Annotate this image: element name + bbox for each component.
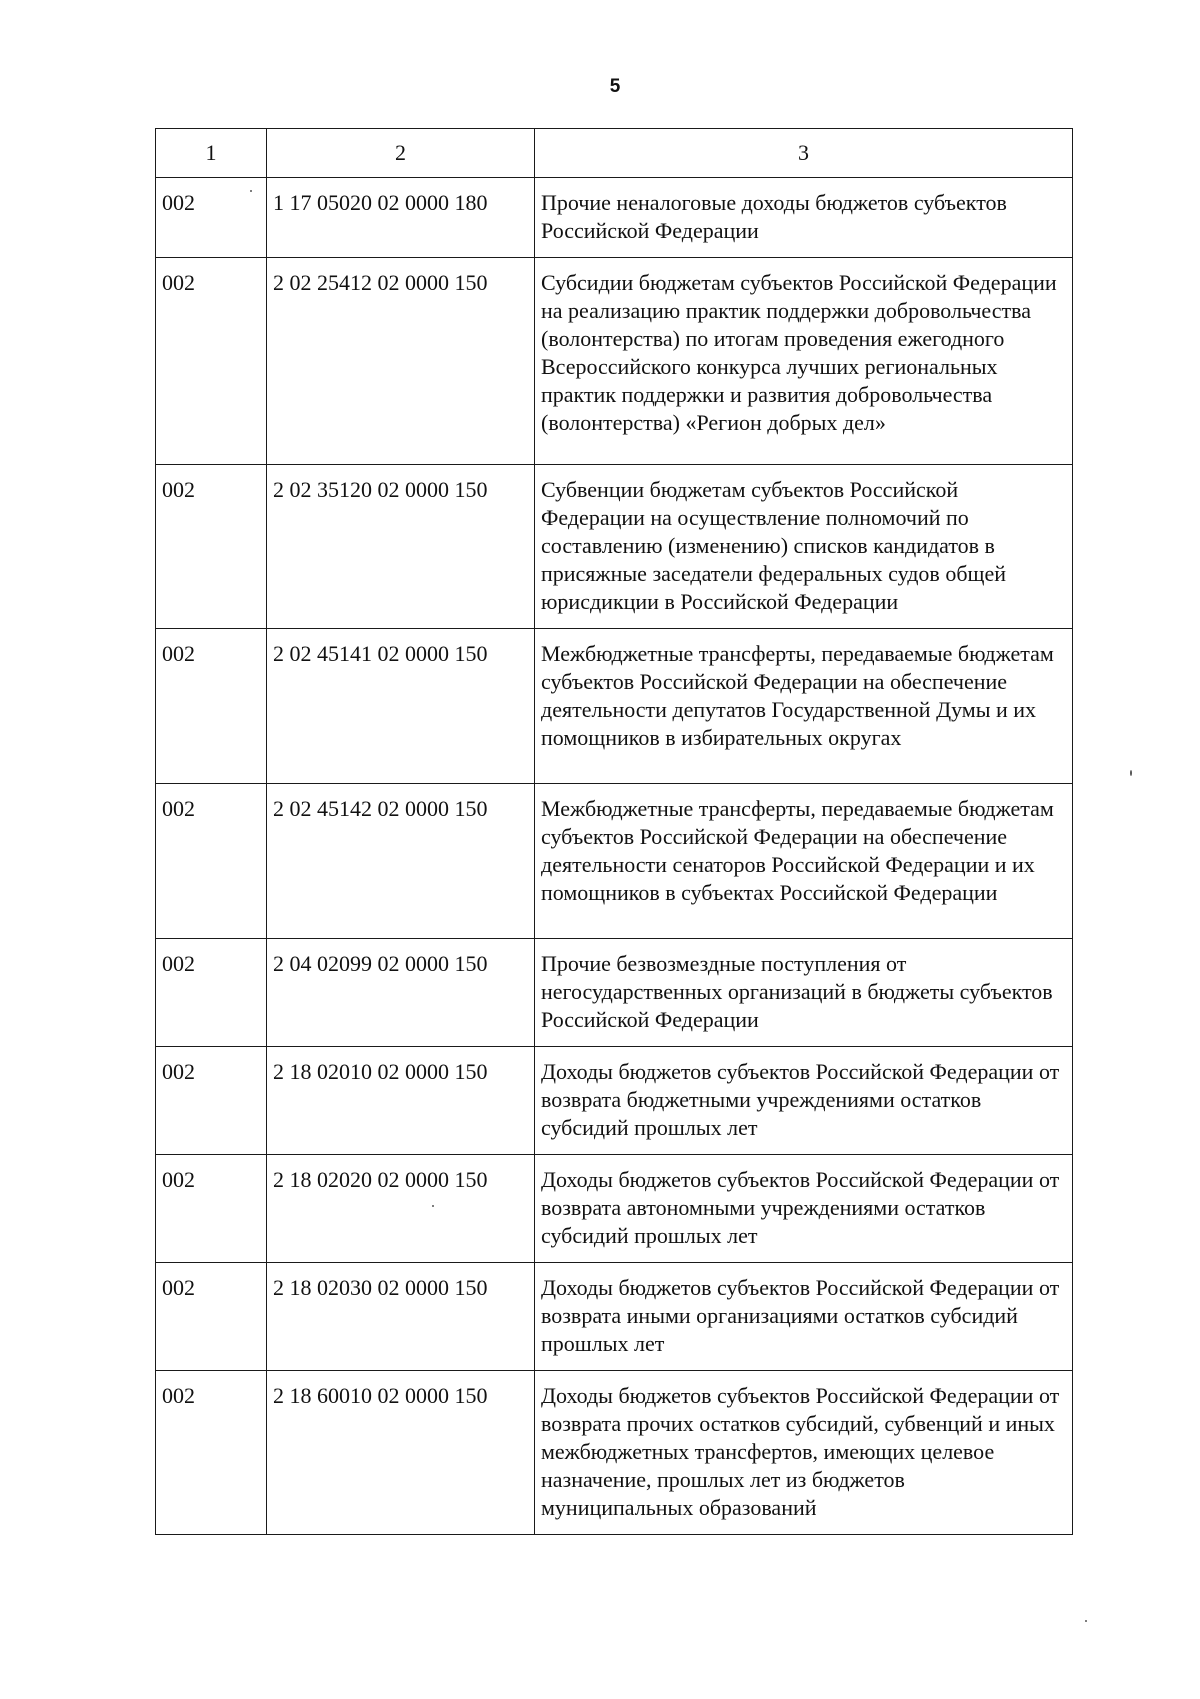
agency-code-cell: 002 bbox=[156, 939, 267, 1047]
agency-code-cell: 002 bbox=[156, 258, 267, 465]
description-cell: Субсидии бюджетам субъектов Российской Федерации на реализацию практик поддержки добровольчества (волонтерства) по итогам проведения ежегодного Всероссийского конкурса лучших региональных практик поддержки и развития добровольчества (волонтерства) «Регион добрых дел» bbox=[535, 258, 1073, 465]
header-row bbox=[156, 129, 1073, 178]
page-number: 5 bbox=[609, 76, 621, 97]
description-cell: Прочие безвозмездные поступления от негосударственных организаций в бюджеты субъектов Российской Федерации bbox=[535, 939, 1073, 1047]
budget-code-cell: 2 18 02020 02 0000 150 bbox=[267, 1155, 535, 1263]
agency-code-cell: 002 bbox=[156, 465, 267, 629]
table-row bbox=[156, 1371, 1073, 1535]
budget-code-cell: 2 04 02099 02 0000 150 bbox=[267, 939, 535, 1047]
agency-code-cell: 002 bbox=[156, 1263, 267, 1371]
description-cell: Доходы бюджетов субъектов Российской Федерации от возврата иными организациями остатков субсидий прошлых лет bbox=[535, 1263, 1073, 1371]
table-row bbox=[156, 784, 1073, 939]
budget-code-cell: 2 02 35120 02 0000 150 bbox=[267, 465, 535, 629]
scan-speck bbox=[1085, 1620, 1087, 1622]
table-row bbox=[156, 465, 1073, 629]
agency-code-cell: 002 bbox=[156, 629, 267, 784]
budget-code-cell: 2 02 25412 02 0000 150 bbox=[267, 258, 535, 465]
revenue-codes-table bbox=[155, 128, 1073, 1535]
table-row bbox=[156, 1047, 1073, 1155]
column-header-3: 3 bbox=[535, 129, 1073, 178]
agency-code-cell: 002 bbox=[156, 1047, 267, 1155]
budget-code-cell: 2 02 45142 02 0000 150 bbox=[267, 784, 535, 939]
column-header-2: 2 bbox=[267, 129, 535, 178]
agency-code-cell: 002 bbox=[156, 784, 267, 939]
scan-speck bbox=[432, 1205, 434, 1207]
table-header bbox=[156, 129, 1073, 178]
description-cell: Доходы бюджетов субъектов Российской Федерации от возврата автономными учреждениями остатков субсидий прошлых лет bbox=[535, 1155, 1073, 1263]
table-row bbox=[156, 629, 1073, 784]
budget-code-cell: 2 02 45141 02 0000 150 bbox=[267, 629, 535, 784]
table-row bbox=[156, 939, 1073, 1047]
agency-code-cell: 002 bbox=[156, 178, 267, 258]
scan-speck bbox=[1130, 770, 1132, 776]
budget-code-cell: 1 17 05020 02 0000 180 bbox=[267, 178, 535, 258]
description-cell: Межбюджетные трансферты, передаваемые бюджетам субъектов Российской Федерации на обеспечение деятельности депутатов Государственной Думы и их помощников в избирательных округах bbox=[535, 629, 1073, 784]
description-cell: Субвенции бюджетам субъектов Российской Федерации на осуществление полномочий по составлению (изменению) списков кандидатов в присяжные заседатели федеральных судов общей юрисдикции в Российской Федерации bbox=[535, 465, 1073, 629]
column-header-1: 1 bbox=[156, 129, 267, 178]
budget-code-cell: 2 18 02030 02 0000 150 bbox=[267, 1263, 535, 1371]
description-cell: Доходы бюджетов субъектов Российской Федерации от возврата прочих остатков субсидий, субвенций и иных межбюджетных трансфертов, имеющих целевое назначение, прошлых лет из бюджетов муниципальных образований bbox=[535, 1371, 1073, 1535]
budget-code-cell: 2 18 60010 02 0000 150 bbox=[267, 1371, 535, 1535]
table-row bbox=[156, 1155, 1073, 1263]
table-body bbox=[156, 178, 1073, 1535]
description-cell: Прочие неналоговые доходы бюджетов субъектов Российской Федерации bbox=[535, 178, 1073, 258]
description-cell: Межбюджетные трансферты, передаваемые бюджетам субъектов Российской Федерации на обеспечение деятельности сенаторов Российской Федерации и их помощников в субъектах Российской Федерации bbox=[535, 784, 1073, 939]
table-row bbox=[156, 178, 1073, 258]
scan-speck bbox=[250, 190, 252, 192]
table-row bbox=[156, 258, 1073, 465]
budget-code-cell: 2 18 02010 02 0000 150 bbox=[267, 1047, 535, 1155]
description-cell: Доходы бюджетов субъектов Российской Федерации от возврата бюджетными учреждениями остатков субсидий прошлых лет bbox=[535, 1047, 1073, 1155]
agency-code-cell: 002 bbox=[156, 1155, 267, 1263]
agency-code-cell: 002 bbox=[156, 1371, 267, 1535]
table-row bbox=[156, 1263, 1073, 1371]
